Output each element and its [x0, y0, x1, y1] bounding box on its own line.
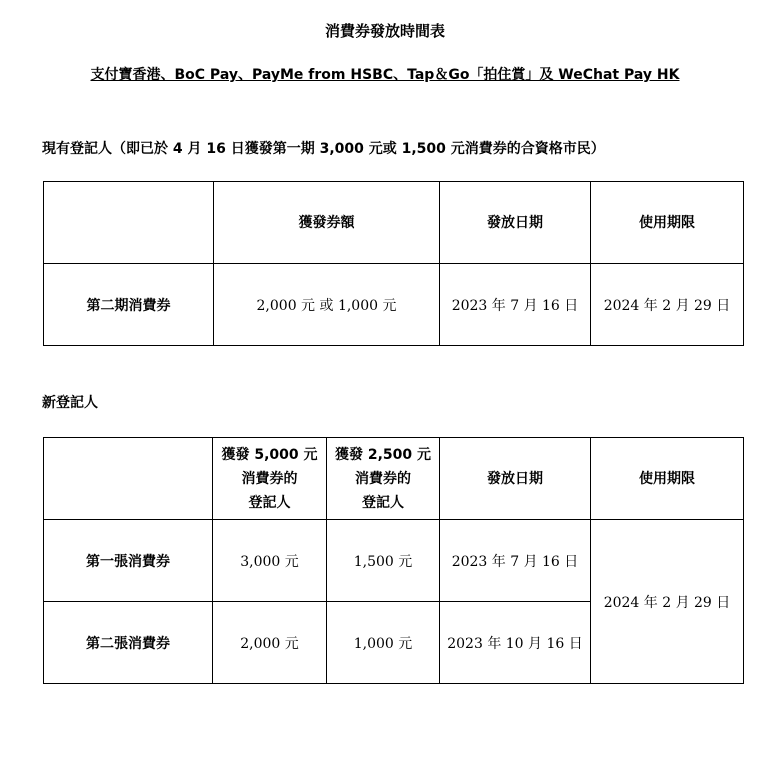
expiry-cell: 2024 年 2 月 29 日 [591, 264, 744, 346]
table-row [44, 264, 744, 346]
amount-cell: 2,000 元 或 1,000 元 [214, 264, 440, 346]
header-expiry: 使用期限 [591, 182, 744, 264]
header-blank [44, 438, 213, 520]
header-line: 獲發 5,000 元 [221, 446, 318, 463]
expiry-cell: 2024 年 2 月 29 日 [591, 520, 744, 684]
page-subtitle: 支付寶香港、BoC Pay、PayMe from HSBC、Tap＆Go「拍住賞」及 WeChat Pay HK [90, 67, 680, 83]
header-5000-recipients [213, 438, 327, 520]
amount-2500-cell: 1,500 元 [327, 520, 440, 602]
header-line: 消費券的 [355, 470, 411, 487]
page-title: 消費券發放時間表 [324, 22, 445, 40]
new-registrants-table [43, 437, 744, 684]
header-line: 獲發 2,500 元 [334, 446, 432, 463]
header-line: 登記人 [248, 494, 291, 511]
header-expiry: 使用期限 [591, 438, 744, 520]
table-header-row [44, 182, 744, 264]
table-header-row [44, 438, 744, 520]
header-line: 消費券的 [241, 470, 298, 487]
row-label: 第二期消費券 [44, 264, 214, 346]
header-line: 登記人 [362, 494, 404, 511]
header-blank [44, 182, 214, 264]
header-amount: 獲發券額 [214, 182, 440, 264]
issue-date-cell: 2023 年 10 月 16 日 [440, 602, 591, 684]
row-label: 第二張消費券 [44, 602, 213, 684]
header-issue-date: 發放日期 [440, 438, 591, 520]
header-issue-date: 發放日期 [440, 182, 591, 264]
amount-2500-cell: 1,000 元 [327, 602, 440, 684]
existing-registrants-table [43, 181, 744, 346]
issue-date-cell: 2023 年 7 月 16 日 [440, 520, 591, 602]
header-2500-recipients [327, 438, 440, 520]
row-label: 第一張消費券 [44, 520, 213, 602]
amount-5000-cell: 3,000 元 [213, 520, 327, 602]
table-row [44, 520, 744, 602]
existing-registrants-heading: 現有登記人（即已於 4 月 16 日獲發第一期 3,000 元或 1,500 元消費券的合資格市民） [42, 141, 605, 157]
issue-date-cell: 2023 年 7 月 16 日 [440, 264, 591, 346]
amount-5000-cell: 2,000 元 [213, 602, 327, 684]
new-registrants-heading: 新登記人 [42, 395, 98, 411]
